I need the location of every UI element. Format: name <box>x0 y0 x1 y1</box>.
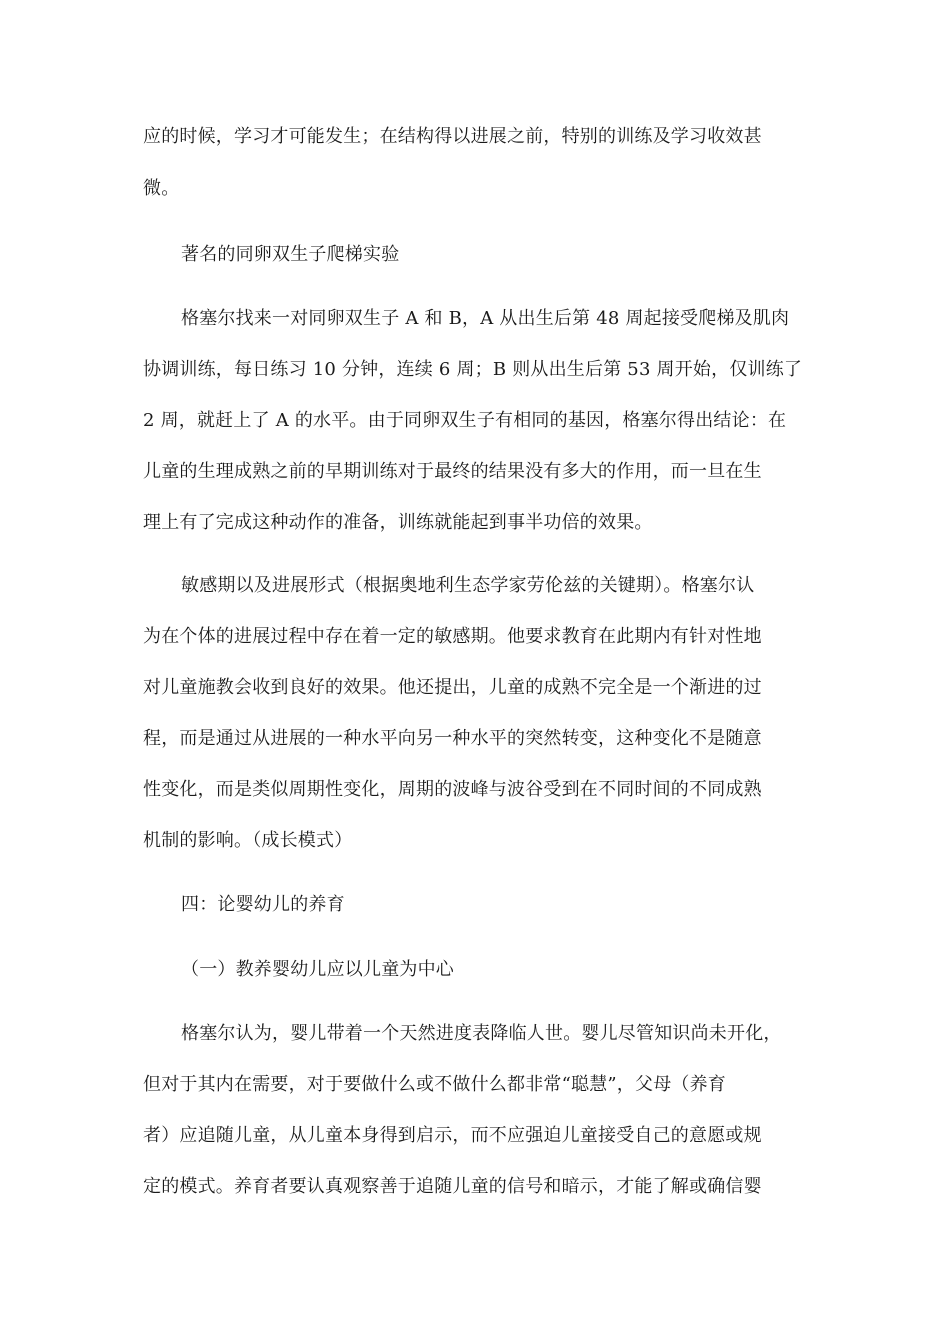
text-line: 但对于其内在需要，对于要做什么或不做什么都非常“聪慧”，父母（养育 <box>143 1074 727 1095</box>
text-line: 协调训练，每日练习 10 分钟，连续 6 周；B 则从出生后第 53 周开始，仅训练了 <box>143 359 803 380</box>
section-heading: 四：论婴幼儿的养育 <box>181 894 345 915</box>
text-line: 对儿童施教会收到良好的效果。他还提出，儿童的成熟不完全是一个渐进的过 <box>143 677 762 698</box>
text-line: 机制的影响。（成长模式） <box>143 830 353 851</box>
text-line: 格塞尔找来一对同卵双生子 A 和 B，A 从出生后第 48 周起接受爬梯及肌肉 <box>181 308 790 329</box>
text-line: 为在个体的进展过程中存在着一定的敏感期。他要求教育在此期内有针对性地 <box>143 626 762 647</box>
text-line: 者）应追随儿童，从儿童本身得到启示，而不应强迫儿童接受自己的意愿或规 <box>143 1125 762 1146</box>
text-line: 2 周，就赶上了 A 的水平。由于同卵双生子有相同的基因，格塞尔得出结论：在 <box>143 410 787 431</box>
text-line: 性变化，而是类似周期性变化，周期的波峰与波谷受到在不同时间的不同成熟 <box>143 779 762 800</box>
text-line: 定的模式。养育者要认真观察善于追随儿童的信号和暗示，才能了解或确信婴 <box>143 1176 762 1197</box>
text-line: 程，而是通过从进展的一种水平向另一种水平的突然转变，这种变化不是随意 <box>143 728 762 749</box>
text-line: 格塞尔认为，婴儿带着一个天然进度表降临人世。婴儿尽管知识尚未开化， <box>181 1023 782 1044</box>
text-line: 应的时候，学习才可能发生；在结构得以进展之前，特别的训练及学习收效甚 <box>143 126 762 147</box>
text-line: 理上有了完成这种动作的准备，训练就能起到事半功倍的效果。 <box>143 512 653 533</box>
text-line: 敏感期以及进展形式（根据奥地利生态学家劳伦兹的关键期）。格塞尔认 <box>181 575 755 596</box>
section-heading: 著名的同卵双生子爬梯实验 <box>181 244 400 265</box>
text-line: 儿童的生理成熟之前的早期训练对于最终的结果没有多大的作用，而一旦在生 <box>143 461 762 482</box>
subsection-heading: （一）教养婴幼儿应以儿童为中心 <box>181 959 454 980</box>
text-line: 微。 <box>143 178 180 199</box>
